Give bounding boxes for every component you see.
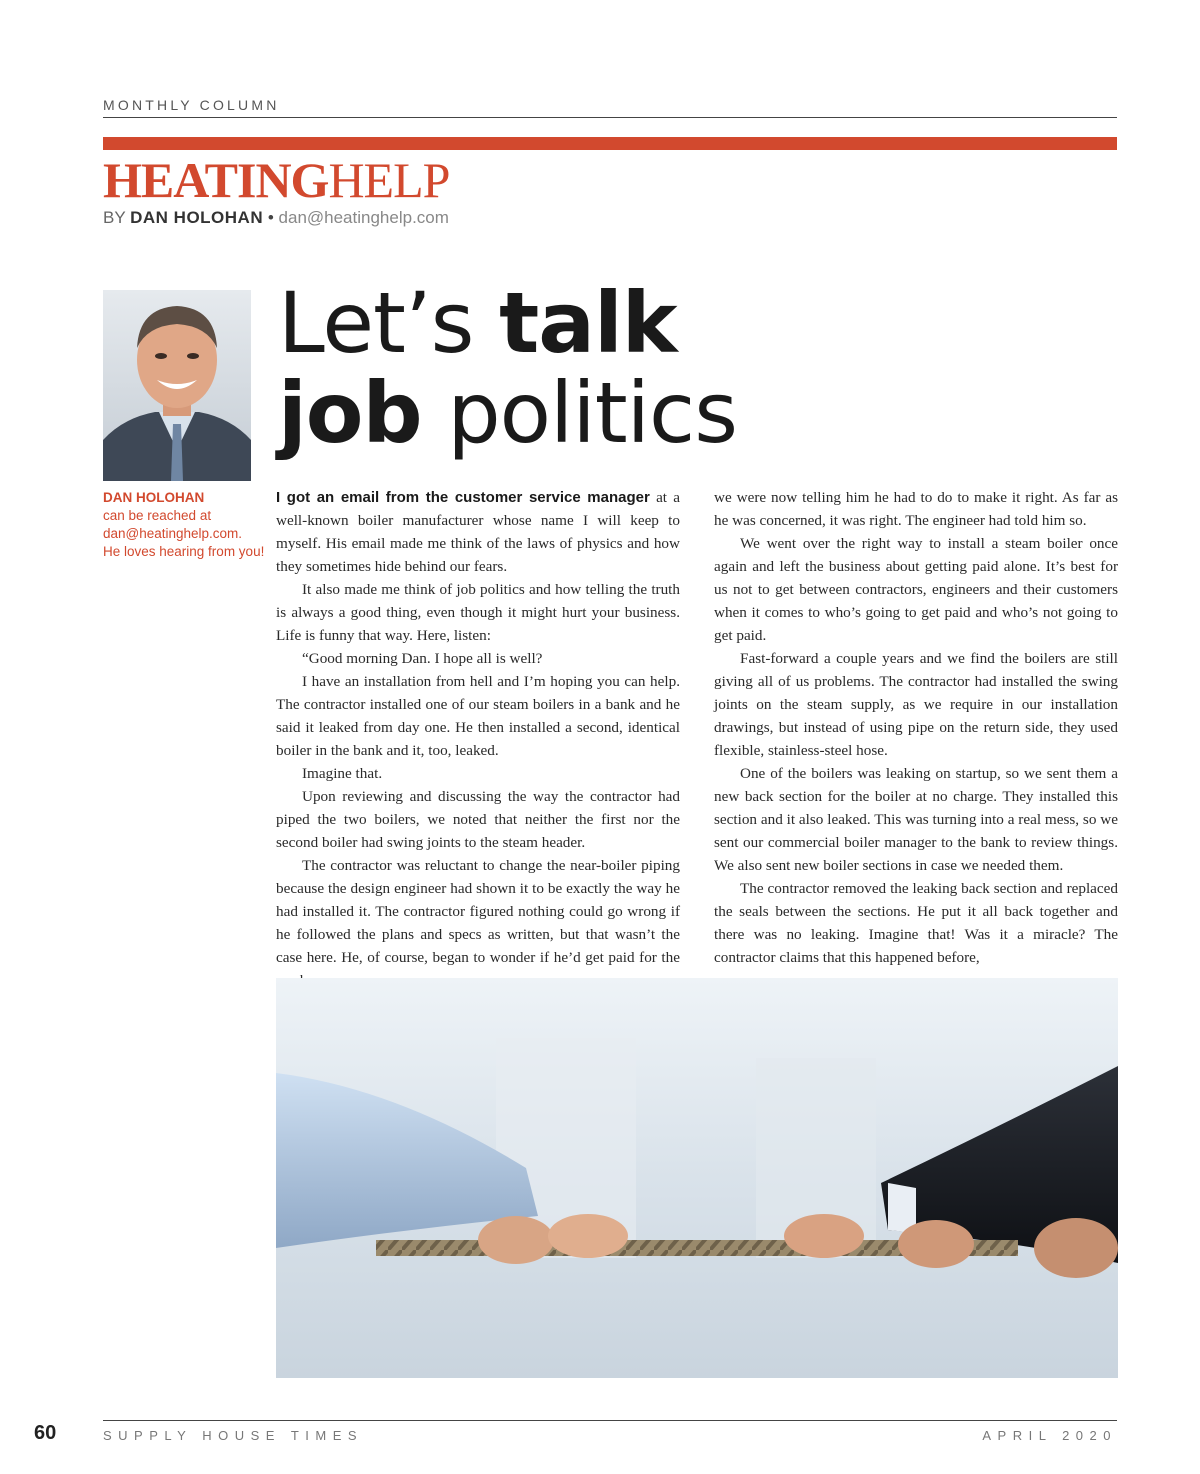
article-headline — [278, 274, 737, 462]
caption-email-link[interactable]: dan@heatinghelp.com. — [103, 526, 243, 541]
byline-author: DAN HOLOHAN — [130, 208, 264, 227]
headline-light: Let’s — [278, 274, 500, 372]
article-paragraph: The contractor was reluctant to change the near-boiler piping because the design engineer had shown it to be exactly the way he had installed it. The contractor figured nothing could go wrong if he followed the plans and specs as written, but that wasn’t the case here. He, of course, began to wonder if he’d get paid for the — [276, 857, 680, 966]
byline-by: BY — [103, 208, 126, 227]
author-photo — [103, 290, 251, 481]
article-paragraph: “Good morning Dan. I hope all is well? — [302, 650, 543, 667]
footer-rule — [103, 1420, 1117, 1421]
byline — [103, 208, 449, 228]
tug-of-war-image — [276, 978, 1118, 1378]
byline-email-link[interactable]: dan@heatinghelp.com — [278, 208, 449, 227]
page-number: 60 — [34, 1422, 57, 1444]
headline-line-2 — [278, 364, 737, 462]
author-caption — [103, 489, 273, 561]
article-paragraph: Upon reviewing and discussing the way the contractor had piped the two boilers, we noted that neither the first nor the second boiler had swing joints to the steam header. — [276, 788, 680, 851]
author-portrait-image — [103, 290, 251, 481]
article-paragraph: The contractor removed the leaking back section and replaced the seals between the sections. He put it all back together and there was no leaking. Imagine that! Was it a miracle? The contractor claims that this happened before, — [714, 880, 1118, 966]
article-paragraph — [276, 486, 680, 578]
column-masthead — [103, 152, 449, 208]
accent-bar — [103, 137, 1117, 150]
headline-bold: talk — [499, 274, 677, 372]
caption-author-name: DAN HOLOHAN — [103, 490, 205, 505]
lead-in: I got an email from the customer service manager — [276, 489, 650, 506]
article-paragraph: I have an installation from hell and I’m hoping you can help. The contractor installed one of our steam boilers in a bank and he said it leaked from day one. He then installed a second, identical boiler in the bank and it, too, leaked. — [276, 673, 680, 759]
masthead-light: HELP — [328, 152, 450, 208]
caption-line: He loves hearing from you! — [103, 544, 265, 559]
issue-date: APRIL 2020 — [982, 1428, 1117, 1443]
paragraph-text: at a well-known boiler manufacturer whose name I will keep to myself. His email made me think of the laws of physics and how they sometimes hide behind our fears. — [276, 489, 681, 575]
headline-bold: job — [278, 364, 422, 462]
article-column-2 — [714, 486, 1118, 969]
publication-name: SUPPLY HOUSE TIMES — [103, 1428, 364, 1443]
article-paragraph: One of the boilers was leaking on startup, so we sent them a new back section for the boiler at no charge. They installed this section and it also leaked. This was turning into a real mess, so we sent our commercial boiler manager to the bank to review things. We also sent new boiler sections in case we needed them. — [714, 765, 1118, 874]
byline-separator: • — [267, 208, 274, 227]
headline-light: politics — [421, 364, 737, 462]
article-paragraph: It also made me think of job politics and how telling the truth is always a good thing, even though it might hurt your business. Life is funny that way. Here, listen: — [276, 581, 680, 644]
headline-line-1 — [278, 274, 737, 372]
article-column-1 — [276, 486, 680, 992]
tug-of-war-illustration — [276, 978, 1118, 1378]
article-paragraph: Imagine that. — [302, 765, 383, 782]
article-paragraph: Fast-forward a couple years and we find the boilers are still giving all of us problems. The contractor had installed the swing joints on the steam supply, as we require in our installation drawings, but instead of using pipe on the return side, they used flexible, stainless-steel hose. — [714, 650, 1118, 759]
top-rule — [103, 117, 1117, 118]
article-paragraph: We went over the right way to install a steam boiler once again and left the business about getting paid alone. It’s best for us not to get between contractors, engineers and their customers when it comes to who’s going to get paid and who’s not going to get paid. — [714, 535, 1118, 644]
caption-line: can be reached at — [103, 508, 212, 523]
masthead-bold: HEATING — [103, 152, 329, 208]
section-label: MONTHLY COLUMN — [103, 97, 280, 113]
article-paragraph: we were now telling him he had to do to make it right. As far as he was concerned, it was right. The engineer had told him so. — [714, 489, 1118, 529]
